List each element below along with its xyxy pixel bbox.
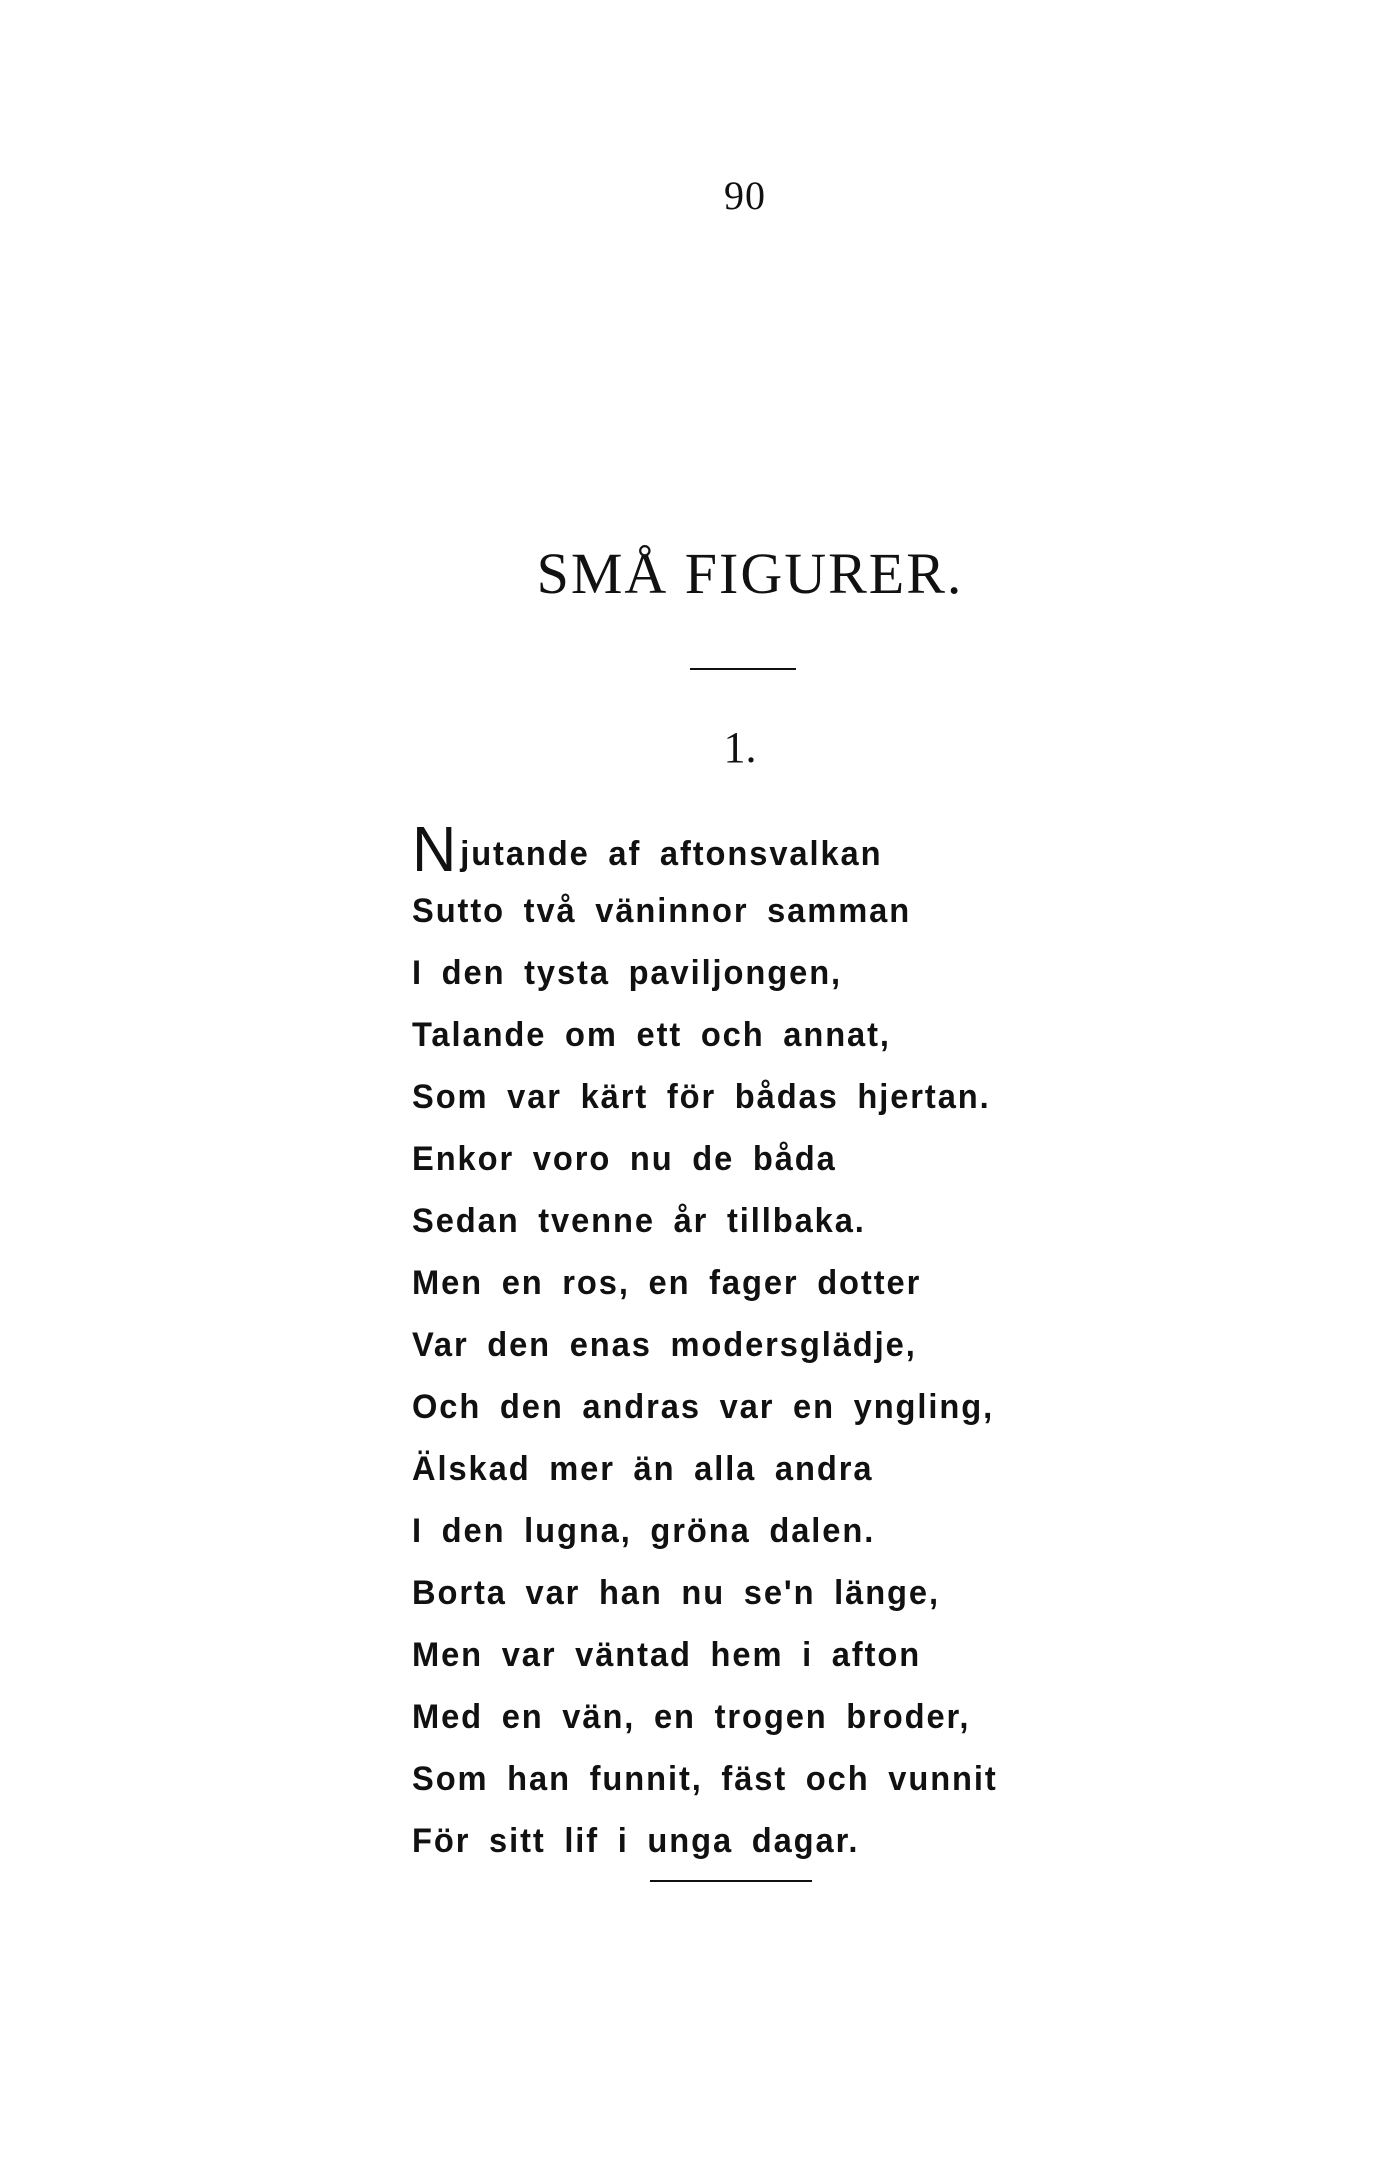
poem-line: Som han funnit, fäst och vunnit [412,1760,998,1798]
poem-line: Som var kärt för bådas hjertan. [412,1078,991,1116]
poem-line: Talande om ett och annat, [412,1016,891,1054]
drop-cap: N [412,813,459,885]
section-number: 1. [723,723,757,772]
poem-line: I den lugna, gröna dalen. [412,1512,876,1550]
poem-line-text: jutande af aftonsvalkan [460,835,883,873]
page-title: SMÅ FIGURER. [536,541,964,606]
end-divider [650,1880,812,1882]
poem-line: Sutto två väninnor samman [412,892,912,930]
title-divider [690,668,796,670]
poem-line: Och den andras var en yngling, [412,1388,995,1426]
poem-body [412,813,1312,1872]
poem-line: Men en ros, en fager dotter [412,1264,922,1302]
poem-line: För sitt lif i unga dagar. [412,1822,860,1860]
poem-line: Sedan tvenne år tillbaka. [412,1202,866,1240]
poem-line: Enkor voro nu de båda [412,1140,837,1178]
poem-line: Älskad mer än alla andra [412,1450,874,1488]
page-number: 90 [724,173,766,218]
poem-line: Med en vän, en trogen broder, [412,1698,971,1736]
poem-line: Men var väntad hem i afton [412,1636,922,1674]
poem-line [412,813,1276,885]
poem-line: I den tysta paviljongen, [412,954,843,992]
poem-line: Var den enas modersglädje, [412,1326,917,1364]
poem-line: Borta var han nu se'n länge, [412,1574,940,1612]
